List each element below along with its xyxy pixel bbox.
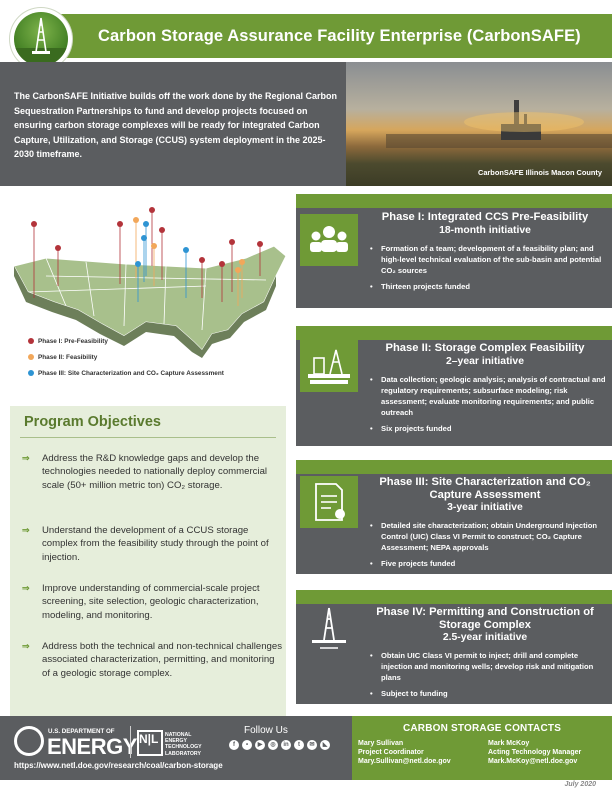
phase-bullets bbox=[370, 650, 608, 704]
follow-label: Follow Us bbox=[244, 725, 288, 736]
photo-caption: CarbonSAFE Illinois Macon County bbox=[477, 168, 602, 177]
flickr-icon[interactable]: • bbox=[242, 740, 252, 750]
phase-title: Phase III: Site Characterization and CO₂ Capture Assessment bbox=[379, 476, 591, 501]
legend-phase-ii: Phase II: Feasibility bbox=[28, 354, 97, 361]
legend-phase-i: Phase I: Pre-Feasibility bbox=[28, 338, 108, 345]
phase-duration: 2.5-year initiative bbox=[442, 632, 528, 643]
program-objectives-panel: Program Objectives ⇒ Address the R&D knowledge gaps and develop the technologies needed to nationally deploy commercial scale (50+ million metric ton) CO₂ storage. ⇒ Understand the development of a CCUS storage complex from the feasibility study through the point of injection. ⇒ Improve understanding of commercial-scale project screening, site selection, geologic characterization, modeling, and monitoring. ⇒ Address both the technical and non-technical challenges associated characterization, permitting, and monitoring of a geologic storage complex. bbox=[10, 406, 286, 746]
phase-bullet: • Detailed site characterization; obtain Underground Injection Control (UIC) Class VI Permit to construct; CO₂ Capture Assessment; NEPA approvals bbox=[370, 520, 608, 553]
legend-dot bbox=[28, 354, 34, 360]
website-link[interactable]: https://www.netl.doe.gov/research/coal/carbon-storage bbox=[14, 761, 223, 770]
instagram-icon[interactable]: ◎ bbox=[268, 740, 278, 750]
phase-duration: 3-year initiative bbox=[447, 502, 523, 513]
phase-iv-card bbox=[296, 590, 612, 702]
linkedin-icon[interactable]: in bbox=[281, 740, 291, 750]
twitter-icon[interactable]: t bbox=[294, 740, 304, 750]
phase-bullet: • Thirteen projects funded bbox=[370, 281, 608, 292]
contact-card bbox=[358, 739, 451, 767]
document-checklist-icon bbox=[300, 476, 358, 528]
double-arrow-icon: ⇒ bbox=[22, 641, 30, 651]
phase-bullet: • Six projects funded bbox=[370, 423, 608, 434]
phase-duration: 18-month initiative bbox=[439, 225, 531, 236]
well-tower-icon bbox=[300, 604, 358, 656]
phase-bullets bbox=[370, 243, 608, 297]
netl-mark: N|L bbox=[139, 732, 159, 746]
phase-title: Phase II: Storage Complex Feasibility bbox=[385, 342, 585, 354]
legend-phase-iii: Phase III: Site Characterization and CO₂ Capture Assessment bbox=[28, 370, 224, 377]
legend-dot bbox=[28, 370, 34, 376]
phase-bullet: • Formation of a team; development of a feasibility plan; and high-level technical evaluation of the sub-basin and potential CO₂ sources bbox=[370, 243, 608, 276]
phase-bullets bbox=[370, 520, 608, 574]
phase-ii-card bbox=[296, 326, 612, 444]
divider bbox=[20, 437, 276, 438]
rss-icon[interactable]: ◣ bbox=[320, 740, 330, 750]
contacts-heading: CARBON STORAGE CONTACTS bbox=[402, 723, 562, 734]
objectives-heading: Program Objectives bbox=[24, 414, 161, 430]
double-arrow-icon: ⇒ bbox=[22, 453, 30, 463]
drilling-tower-icon bbox=[14, 12, 68, 66]
phase-bullet: • Five projects funded bbox=[370, 558, 608, 569]
double-arrow-icon: ⇒ bbox=[22, 583, 30, 593]
phase-title: Phase I: Integrated CCS Pre-Feasibility bbox=[381, 211, 589, 223]
netl-logo: N|L NATIONAL ENERGY TECHNOLOGY LABORATORY bbox=[130, 726, 235, 758]
phase-duration: 2–year initiative bbox=[446, 356, 524, 367]
drilling-rig-icon bbox=[300, 340, 358, 392]
double-arrow-icon: ⇒ bbox=[22, 525, 30, 535]
phase-bullets bbox=[370, 374, 608, 439]
phase-title: Phase IV: Permitting and Construction of Storage Complex bbox=[376, 606, 594, 631]
carbonsafe-logo bbox=[10, 8, 72, 70]
youtube-icon[interactable]: ▶ bbox=[255, 740, 265, 750]
doe-seal-icon bbox=[14, 726, 44, 756]
facebook-icon[interactable]: f bbox=[229, 740, 239, 750]
contact-role: Acting Technology Manager bbox=[488, 749, 582, 757]
contact-card bbox=[488, 739, 581, 767]
page-title: Carbon Storage Assurance Facility Enterprise (CarbonSAFE) bbox=[98, 27, 581, 45]
contacts-panel bbox=[352, 716, 612, 780]
publication-date: July 2020 bbox=[564, 781, 596, 788]
contact-name: Mary Sullivan bbox=[358, 740, 404, 747]
team-icon bbox=[300, 214, 358, 266]
power-plant-photo bbox=[346, 62, 612, 186]
phase-bullet: • Subject to funding bbox=[370, 688, 608, 699]
contact-name: Mark McKoy bbox=[488, 740, 530, 747]
social-icons bbox=[229, 740, 335, 752]
phase-bullet: • Data collection; geologic analysis; analysis of contractual and regulatory requirements; subsurface modeling; risk assessment; evaluate monitoring requirements; and public outreach bbox=[370, 374, 608, 418]
header-bar bbox=[60, 14, 612, 58]
phase-i-card bbox=[296, 194, 612, 308]
contact-email[interactable]: Mark.McKoy@netl.doe.gov bbox=[488, 758, 578, 766]
phase-bullet: • Obtain UIC Class VI permit to inject; drill and complete injection and monitoring wells; develop risk and mitigation plans bbox=[370, 650, 608, 683]
phase-iii-card bbox=[296, 460, 612, 572]
us-project-map bbox=[6, 206, 296, 376]
legend-dot bbox=[28, 338, 34, 344]
email-icon[interactable]: ✉ bbox=[307, 740, 317, 750]
intro-text: The CarbonSAFE Initiative builds off the work done by the Regional Carbon Sequestration Partnerships to fund and develop projects focused on ensuring carbon storage complexes will be ready for integrated Carbon Capture, Utilization, and Storage (CCUS) system deployment in the 2025-2030 timeframe. bbox=[14, 91, 338, 159]
contact-email[interactable]: Mary.Sullivan@netl.doe.gov bbox=[358, 758, 451, 766]
contact-role: Project Coordinator bbox=[358, 749, 424, 757]
